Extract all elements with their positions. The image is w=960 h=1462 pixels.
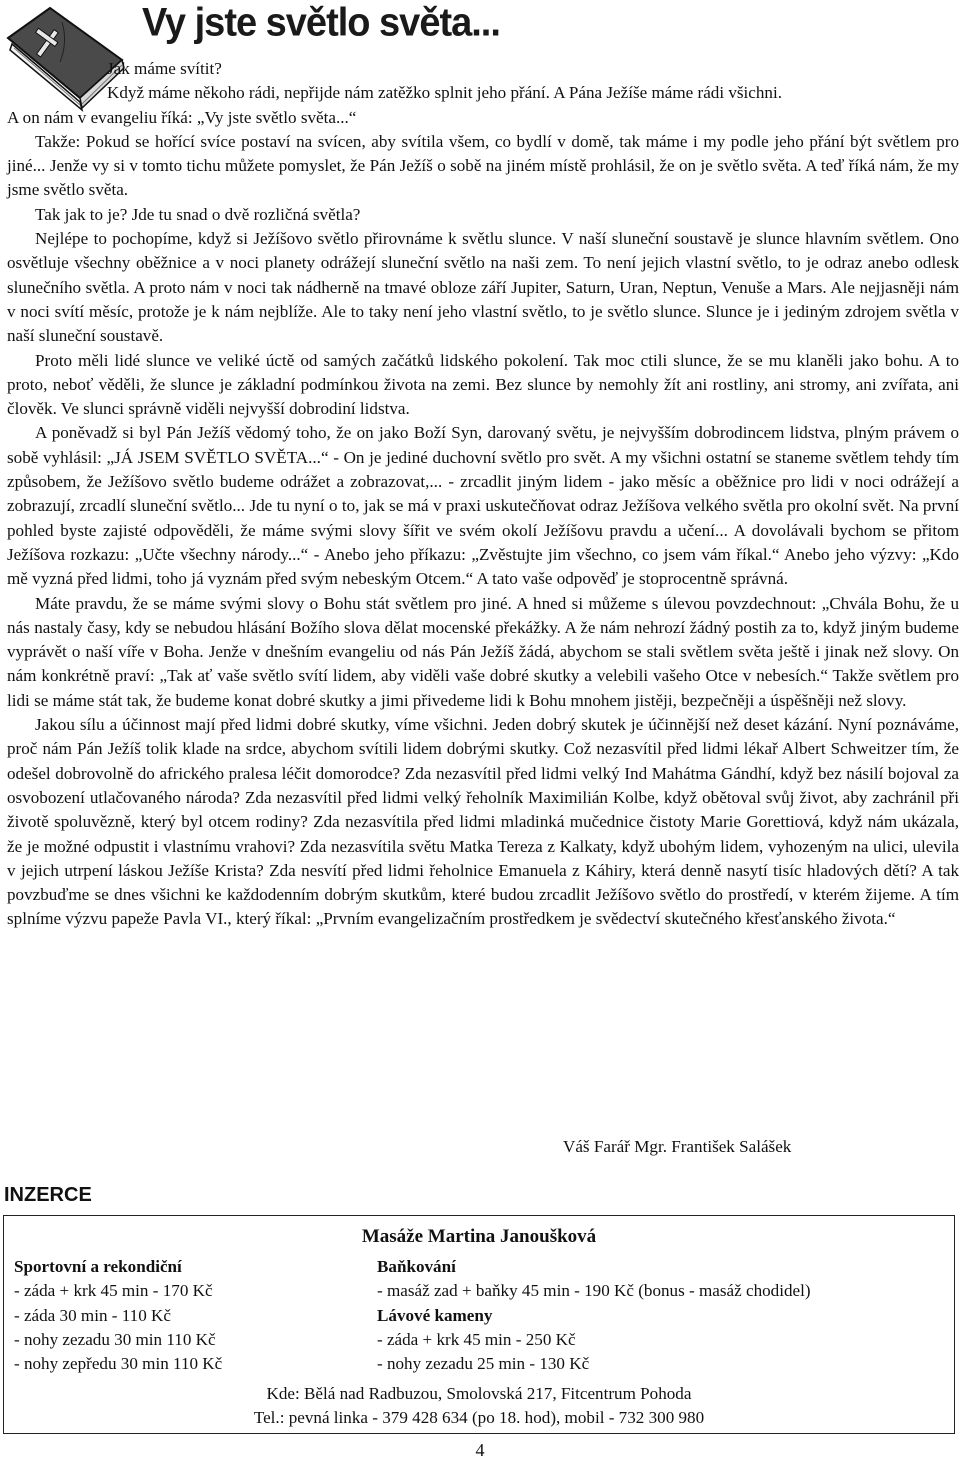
article-paragraph: Tak jak to je? Jde tu snad o dvě rozličná světla? [35,204,361,224]
ad-address: Kde: Bělá nad Radbuzou, Smolovská 217, Fitcentrum Pohoda [266,1384,692,1403]
ad-column-sport [14,1255,222,1376]
massage-ad [3,1215,955,1434]
price-item: - záda + krk 45 min - 170 Kč [14,1281,213,1301]
ads-heading: INZERCE [4,1184,92,1206]
article-body [7,57,959,932]
page-number: 4 [475,1440,485,1460]
ad-contact [4,1382,954,1431]
article-paragraph: Nejlépe to pochopíme, když si Ježíšovo světlo přirovnáme k světlu slunce. V naší sluneční soustavě je slunce hlavním světlem. Ono osvětluje všechny oběžnice a v noci planety odrážejí sluneční světlo na naši zem. To není jejich vlastní světlo, to je odraz anebo odlesk slunečního světla. A proto nám v noci tak nádherně na tmavé obloze září Jupiter, Saturn, Uran, Neptun, Venuše a Mars. Ale nejjasněji nám v noci svítí měsíc, protože je k nám nejblíže. Ale to taky není jeho vlastní světlo, to je světlo slunce. Slunce je i jediným zdrojem světla v naší sluneční soustavě. [7,229,959,346]
price-item: - masáž zad + baňky 45 min - 190 Kč (bonus - masáž chodidel) [377,1281,811,1301]
ad-phone: Tel.: pevná linka - 379 428 634 (po 18. hod), mobil - 732 300 980 [253,1408,705,1428]
article-paragraph: Proto měli lidé slunce ve veliké úctě od samých začátků lidského pokolení. Tak moc ctili slunce, že se mu klaněli jako bohu. A to proto, neboť věděli, že slunce je základní podmínkou života na zemi. Bez slunce by nemohly žít ani rostliny, ani stromy, ani zvířata, ani člověk. Ve slunci správně viděli nejvyšší dobrodiní lidstva. [7,350,959,419]
article-paragraph: Takže: Pokud se hořící svíce postaví na svícen, aby svítila všem, co bydlí v domě, tak máme i my podle jeho přání být světlem pro jiné... Jenže vy si v tomto tichu můžete pomyslet, že Pán Ježíš o sobě na jiném místě prohlásil, že on je světlo světa. A teď říká nám, že my jsme světlo světa. [7,131,959,200]
signature: Váš Farář Mgr. František Salášek [563,1137,792,1156]
ad-title: Masáže Martina Janoušková [361,1226,597,1247]
price-item: - nohy zezadu 25 min - 130 Kč [377,1354,590,1374]
ad-section-heading: Baňkování [377,1257,456,1276]
article-intro-line: A on nám v evangeliu říká: „Vy jste světlo světa...“ [7,107,357,127]
article-question: Jak máme svítit? [107,59,222,78]
page-title: Vy jste světlo světa... [142,0,500,46]
article-intro-line: Když máme někoho rádi, nepřijde nám zatěžko splnit jeho přání. A Pána Ježíše máme rádi všichni. [107,83,783,103]
price-item: - záda + krk 45 min - 250 Kč [377,1329,576,1349]
article-paragraph: Jakou sílu a účinnost mají před lidmi dobré skutky, víme všichni. Jeden dobrý skutek je účinnější než deset kázání. Nyní poznáváme, proč nám Pán Ježíš tolik klade na srdce, abychom svítili lidem dobrými skutky. Což nezasvítil před lidmi lékař Albert Schweitzer tím, že odešel dobrovolně do afrického pralesa léčit domorodce? Zda nezasvítil před lidmi velký Ind Mahátma Gándhí, když bez násilí bojoval za osvobození utlačovaného národa? Zda nezasvítil před lidmi velký řeholník Maximilián Kolbe, když obětoval svůj život, aby zachránil při životě spoluvězně, který byl otcem rodiny? Zda nezasvítila před lidmi mladinká mučednice čistoty Marie Gorettiová, když nám ukázala, že je možné odpustit i vlastnímu vrahovi? Zda nezasvítila světu Matka Tereza z Kalkaty, když ubohým lidem, vyhozeným na ulici, ulevila v jejich utrpení láskou Ježíše Krista? Zda nesvítí před lidmi řeholnice Emanuela z Káhiry, která denně nasytí tisíc hladových dětí? A tak povzbuďme se dnes všichni ke každodenním dobrým skutkům, které budou zrcadlit Ježíšovo světlo do prostředí, v kterém žijeme. A tím splníme výzvu papeže Pavla VI., který říkal: „Prvním evangelizačním prostředkem je svědectví skutečného křesťanského života.“ [7,715,959,929]
ad-section-heading: Lávové kameny [377,1305,493,1325]
price-item: - nohy zezadu 30 min 110 Kč [14,1329,216,1349]
ad-column-cupping [377,1255,811,1376]
article-paragraph: A poněvadž si byl Pán Ježíš vědomý toho, že on jako Boží Syn, darovaný světu, je nejvyšším dobrodincem lidstva, plným právem o sobě vyhlásil: „JÁ JSEM SVĚTLO SVĚTA...“ - On je jediné duchovní světlo pro svět. A my všichni ostatní se staneme světlem tehdy tím způsobem, že Ježíšovo světlo budeme odrážet a zobrazovat,... - zrcadlit jiným lidem - jako měsíc a oběžnice pro lidi v noci odrážejí a zobrazují, zrcadlí sluneční světlo... Jde tu nyní o to, jak se má v praxi uskutečňovat odraz Ježíšova velkého světla pro okolní svět. Na první pohled byste zajisté odpověděli, že máme svými slovy šířit ve svém okolí Ježíšovu pravdu a učení... A dovolávali bychom se přitom Ježíšova rozkazu: „Učte všechny národy...“ - Anebo jeho příkazu: „Zvěstujte jim všechno, co jsem vám říkal.“ Anebo jeho výzvy: „Kdo mě vyzná před lidmi, toho já vyznám před svým nebeským Otcem.“ A tato vaše odpověď je stoprocentně správná. [7,423,959,589]
ad-section-heading: Sportovní a rekondiční [14,1257,182,1276]
price-item: - záda 30 min - 110 Kč [14,1305,171,1325]
article-paragraph: Máte pravdu, že se máme svými slovy o Bohu stát světlem pro jiné. A hned si můžeme s úlevou povzdechnout: „Chvála Bohu, že u nás nastaly časy, kdy se nebudou hlásání Božího slova dělat mocenské překážky. A že nám nehrozí žádný postih za to, když jiným budeme vyprávět o naší víře v Boha. Jenže v dnešním evangeliu od nás Pán Ježíš žádá, abychom se stali světlem světa ještě i jinak než slovy. On nám konkrétně praví: „Tak ať vaše světlo svítí lidem, aby viděli vaše dobré skutky a velebili vašeho Otce v nebesích.“ Takže světlem pro lidi se máme stát tak, že budeme konat dobré skutky a jimi přivedeme lidi k Bohu mnohem jistěji, bezpečněji a úspěšněji než slovy. [7,593,959,710]
price-item: - nohy zepředu 30 min 110 Kč [14,1354,223,1374]
